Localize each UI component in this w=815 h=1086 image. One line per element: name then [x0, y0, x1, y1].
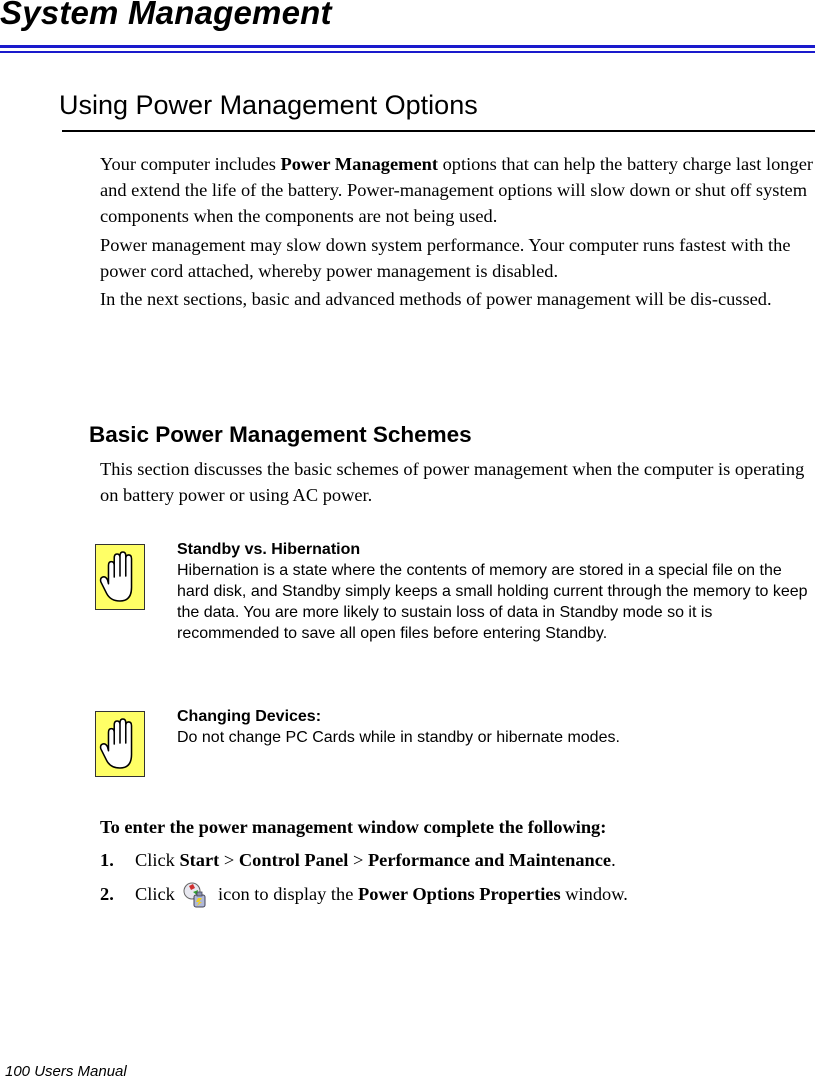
note-text: Do not change PC Cards while in standby or hibernate modes. [177, 729, 620, 746]
intro-bold-term: Power Management [280, 154, 438, 174]
note-changing-devices [177, 706, 815, 748]
note-standby-hibernation [177, 539, 815, 644]
performance-paragraph: Power management may slow down system performance. Your computer runs fastest with the power cord attached, whereby power management is disabled. [100, 235, 791, 281]
step-text: icon to display the [213, 884, 359, 904]
intro-text-start: Your computer includes [100, 154, 281, 174]
step-number: 1. [100, 850, 114, 870]
hand-caution-icon [95, 711, 145, 777]
performance-maintenance-label: Performance and Maintenance [367, 850, 612, 870]
note-text: Hibernation is a state where the contents of memory are stored in a special file on the hard disk, and Standby simply keeps a small holding current through the memory to keep the data. You are more likely to sustain loss of data in Standby mode so it is recommended to save all open files before entering Standby. [177, 562, 808, 642]
header-rule-thin [0, 51, 815, 53]
procedure-title: To enter the power management window complete the following: [100, 817, 607, 837]
page-footer: 100 Users Manual [5, 1063, 127, 1080]
control-panel-label: Control Panel [238, 850, 349, 870]
subsection-intro: This section discusses the basic schemes of power management when the computer is operating on battery power or using AC power. [100, 459, 805, 505]
step-number: 2. [100, 884, 114, 904]
step-text: . [611, 850, 616, 870]
separator: > [348, 850, 368, 870]
start-menu-label: Start [179, 850, 220, 870]
section-title: Using Power Management Options [59, 90, 478, 120]
separator: > [219, 850, 239, 870]
step-text: Click [135, 884, 180, 904]
section-rule [62, 130, 815, 132]
chapter-title: System Management [0, 0, 332, 31]
intro-text-end: options that can help the battery charge last longer and extend the life of the battery. Power-management options will slow down or shut off system components when the components are not being used. [100, 154, 813, 226]
step-text: Click [135, 850, 180, 870]
procedure-step-2 [100, 880, 628, 910]
intro-paragraph [100, 151, 815, 229]
power-options-window-label: Power Options Properties [358, 884, 561, 904]
note-title: Standby vs. Hibernation [177, 541, 361, 558]
hand-caution-icon [95, 544, 145, 610]
next-sections-paragraph: In the next sections, basic and advanced methods of power management will be dis-cussed. [100, 289, 772, 309]
power-options-icon [181, 880, 209, 910]
note-title: Changing Devices: [177, 708, 322, 725]
procedure-step-1 [100, 848, 616, 872]
header-rule-thick [0, 45, 815, 48]
step-text: window. [560, 884, 628, 904]
subsection-title: Basic Power Management Schemes [89, 422, 472, 447]
